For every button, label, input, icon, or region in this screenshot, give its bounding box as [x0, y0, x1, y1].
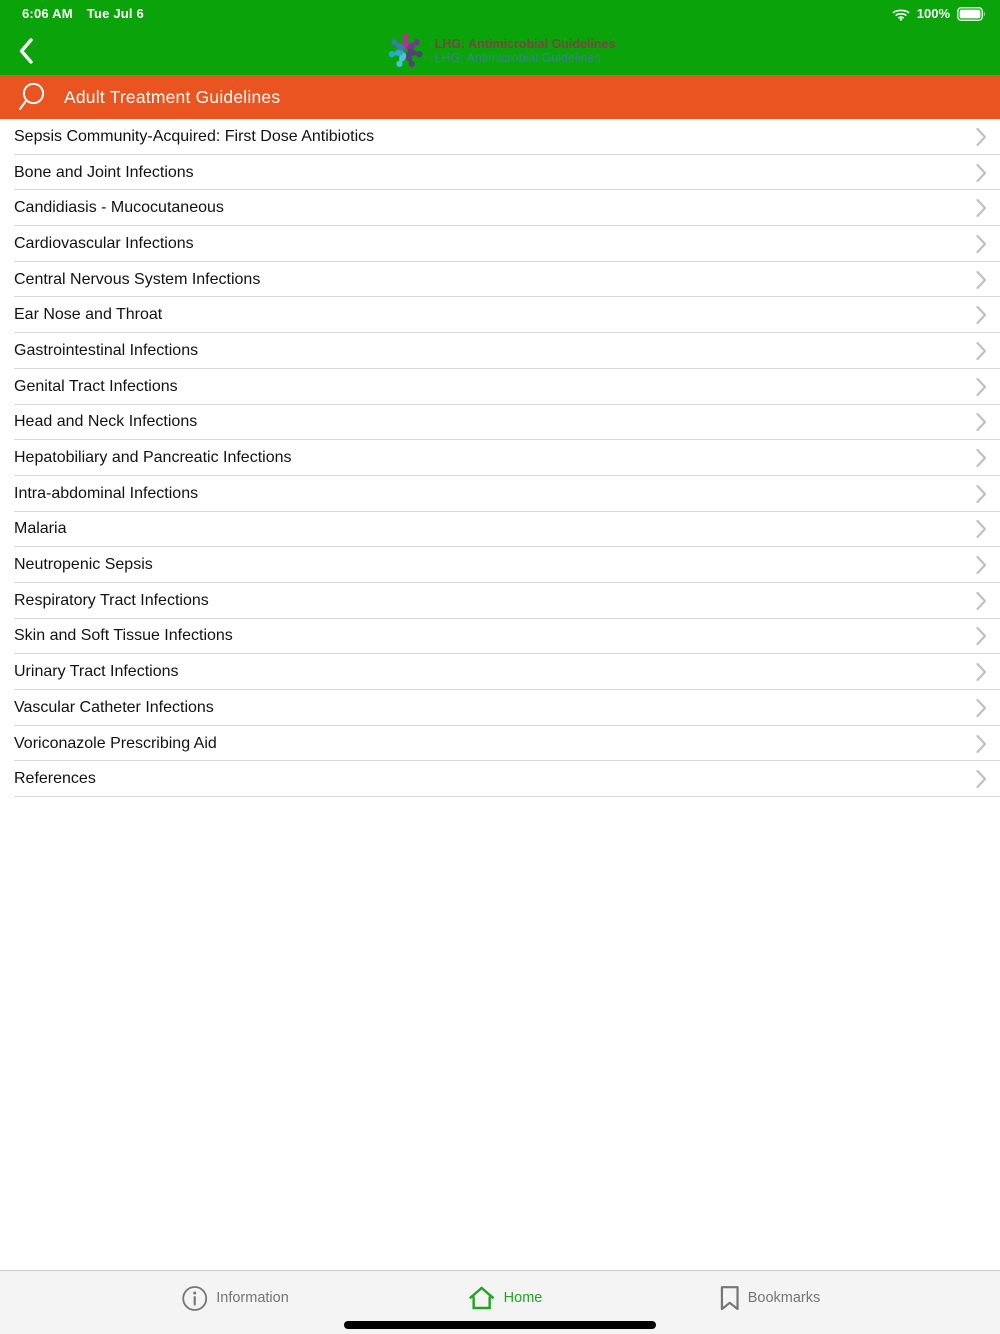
list-item-label: Respiratory Tract Infections	[14, 591, 209, 609]
list-item[interactable]	[0, 405, 1000, 441]
battery-percent: 100%	[916, 6, 950, 21]
chevron-right-icon	[976, 377, 987, 396]
search-icon[interactable]	[16, 82, 47, 113]
status-date: Tue Jul 6	[86, 6, 144, 21]
chevron-right-icon	[976, 556, 987, 575]
list-item-label: Bone and Joint Infections	[14, 163, 194, 181]
tab-bookmarks-label: Bookmarks	[747, 1290, 821, 1306]
chevron-right-icon	[976, 520, 987, 539]
chevron-right-icon	[976, 127, 987, 146]
list-item-label: References	[14, 770, 96, 788]
list-item-label: Hepatobiliary and Pancreatic Infections	[14, 449, 292, 467]
chevron-right-icon	[976, 484, 987, 503]
status-bar	[0, 0, 1000, 27]
tab-information[interactable]	[181, 1281, 289, 1315]
chevron-right-icon	[976, 734, 987, 753]
battery-icon	[957, 7, 986, 21]
list-item-label: Candidiasis - Mucocutaneous	[14, 199, 224, 217]
list-item[interactable]	[0, 583, 1000, 619]
list-item[interactable]	[0, 654, 1000, 690]
list-item[interactable]	[0, 690, 1000, 726]
chevron-right-icon	[976, 341, 987, 360]
chevron-right-icon	[976, 163, 987, 182]
tab-information-label: Information	[216, 1290, 289, 1306]
list-item-label: Intra-abdominal Infections	[14, 484, 199, 502]
chevron-right-icon	[976, 199, 987, 218]
list-item[interactable]	[0, 512, 1000, 548]
list-item-label: Ear Nose and Throat	[14, 306, 163, 324]
chevron-right-icon	[976, 270, 987, 289]
back-chevron-icon	[18, 37, 34, 65]
home-icon	[468, 1285, 496, 1311]
list-item-label: Head and Neck Infections	[14, 413, 198, 431]
list-item-label: Sepsis Community-Acquired: First Dose Antibiotics	[14, 127, 375, 145]
section-header	[0, 75, 1000, 119]
list-item[interactable]	[0, 333, 1000, 369]
list-item[interactable]	[0, 547, 1000, 583]
back-button[interactable]	[8, 33, 44, 69]
list-item-label: Voriconazole Prescribing Aid	[14, 734, 217, 752]
list-item-label: Skin and Soft Tissue Infections	[14, 627, 233, 645]
list-item-label: Urinary Tract Infections	[14, 663, 179, 681]
chevron-right-icon	[976, 449, 987, 468]
list-item-label: Central Nervous System Infections	[14, 270, 261, 288]
chevron-right-icon	[976, 627, 987, 646]
list-item[interactable]	[0, 440, 1000, 476]
info-icon	[181, 1285, 208, 1312]
nav-bar	[0, 27, 1000, 75]
list-item[interactable]	[0, 476, 1000, 512]
home-indicator[interactable]	[344, 1321, 656, 1329]
list-item[interactable]	[0, 119, 1000, 155]
list-item[interactable]	[0, 226, 1000, 262]
chevron-right-icon	[976, 698, 987, 717]
list-item[interactable]	[0, 190, 1000, 226]
list-item-label: Neutropenic Sepsis	[14, 556, 153, 574]
list-item[interactable]	[0, 761, 1000, 797]
chevron-right-icon	[976, 663, 987, 682]
bookmark-icon	[720, 1285, 740, 1311]
list-item-label: Cardiovascular Infections	[14, 234, 194, 252]
list-item-label: Malaria	[14, 520, 67, 538]
list-item-label: Vascular Catheter Infections	[14, 698, 214, 716]
tab-home[interactable]	[468, 1281, 543, 1315]
list-item[interactable]	[0, 155, 1000, 191]
list-item[interactable]	[0, 369, 1000, 405]
chevron-right-icon	[976, 770, 987, 789]
guidelines-list	[0, 119, 1000, 797]
chevron-right-icon	[976, 591, 987, 610]
list-item[interactable]	[0, 297, 1000, 333]
list-item-label: Gastrointestinal Infections	[14, 341, 199, 359]
wifi-icon	[892, 7, 910, 21]
status-time: 6:06 AM	[22, 6, 73, 21]
list-item[interactable]	[0, 726, 1000, 762]
list-item-label: Genital Tract Infections	[14, 377, 178, 395]
chevron-right-icon	[976, 234, 987, 253]
app-title-line2: LHG: Antimicrobial Guidelines	[434, 51, 601, 65]
app-title-line1: LHG: Antimicrobial Guidelines	[434, 37, 616, 51]
chevron-right-icon	[976, 306, 987, 325]
list-item[interactable]	[0, 262, 1000, 298]
tab-bar	[0, 1270, 1000, 1334]
app-logo-icon	[385, 30, 427, 72]
list-item[interactable]	[0, 619, 1000, 655]
tab-bookmarks[interactable]	[720, 1281, 821, 1315]
page-title: Adult Treatment Guidelines	[64, 86, 281, 107]
app-brand	[385, 30, 616, 72]
chevron-right-icon	[976, 413, 987, 432]
tab-home-label: Home	[503, 1290, 543, 1306]
